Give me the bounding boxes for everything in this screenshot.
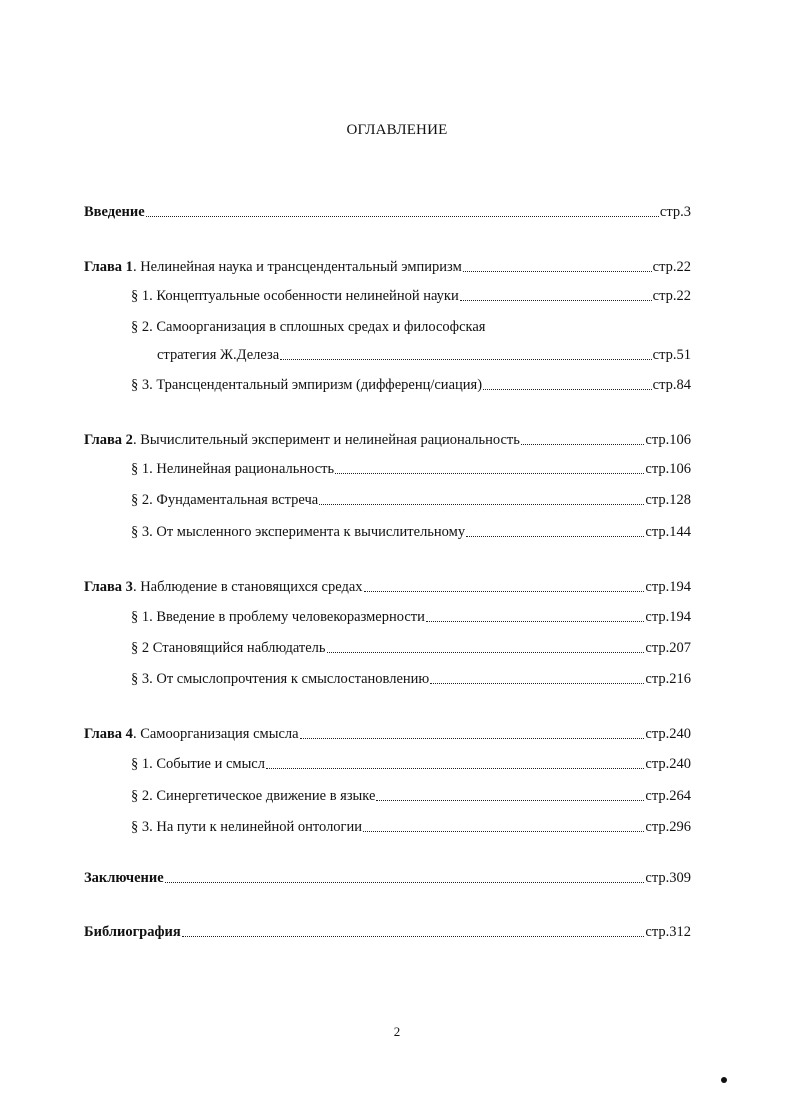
dot-leader: [463, 270, 652, 272]
toc-page-ref: стр.194: [645, 609, 691, 625]
dot-leader: [364, 590, 645, 592]
toc-entry-section[interactable]: [131, 491, 691, 509]
toc-entry-section[interactable]: [131, 755, 691, 773]
toc-entry-label: . Наблюдение в становящихся средах: [132, 579, 363, 595]
toc-entry-chapter-2[interactable]: [84, 431, 691, 449]
dot-leader: [460, 299, 652, 301]
toc-entry-section-continued[interactable]: [157, 346, 691, 364]
dot-leader: [327, 651, 645, 653]
toc-entry-label: § 3. На пути к нелинейной онтологии: [131, 819, 363, 835]
toc-entry-label: Библиография: [84, 924, 181, 940]
toc-entry-section[interactable]: [131, 376, 691, 394]
toc-entry-label: § 1. Введение в проблему человекоразмерности: [131, 609, 425, 625]
scan-speck: [721, 1077, 727, 1083]
toc-page-ref: стр.309: [645, 870, 691, 886]
toc-entry-label: § 2. Самоорганизация в сплошных средах и философская: [131, 319, 486, 335]
toc-page-ref: стр.128: [645, 492, 691, 508]
toc-page-ref: стр.106: [645, 432, 691, 448]
chapter-prefix: Глава 2: [84, 432, 133, 448]
toc-entry-label: . Самоорганизация смысла: [132, 726, 299, 742]
toc-entry-label: § 2. Синергетическое движение в языке: [131, 788, 376, 804]
dot-leader: [266, 767, 644, 769]
toc-page-ref: стр.22: [652, 288, 691, 304]
dot-leader: [280, 358, 652, 360]
toc-page-ref: стр.3: [659, 204, 691, 220]
dot-leader: [430, 682, 644, 684]
dot-leader: [146, 215, 659, 217]
dot-leader: [319, 503, 644, 505]
page-title: ОГЛАВЛЕНИЕ: [346, 122, 448, 138]
toc-page-ref: стр.194: [645, 579, 691, 595]
dot-leader: [363, 830, 644, 832]
toc-page-ref: стр.296: [645, 819, 691, 835]
toc-page-ref: стр.106: [645, 461, 691, 477]
toc-entry-label: Введение: [84, 204, 145, 220]
toc-entry-section[interactable]: [131, 787, 691, 805]
dot-leader: [376, 799, 644, 801]
toc-entry-label: стратегия Ж.Делеза: [157, 347, 280, 363]
toc-entry-label: § 3. Трансцендентальный эмпиризм (дифференц/сиация): [131, 377, 483, 393]
toc-entry-chapter-3[interactable]: [84, 578, 691, 596]
dot-leader: [483, 388, 652, 390]
dot-leader: [521, 443, 645, 445]
toc-page-ref: стр.240: [645, 726, 691, 742]
toc-entry-label: § 1. Событие и смысл: [131, 756, 265, 772]
toc-entry-chapter-4[interactable]: [84, 725, 691, 743]
toc-entry-section[interactable]: [131, 460, 691, 478]
toc-entry-label: § 2. Фундаментальная встреча: [131, 492, 319, 508]
chapter-prefix: Глава 4: [84, 726, 133, 742]
toc-page-ref: стр.144: [645, 524, 691, 540]
toc-page-ref: стр.84: [652, 377, 691, 393]
toc-page-ref: стр.264: [645, 788, 691, 804]
toc-entry-section[interactable]: [131, 639, 691, 657]
toc-entry-label: . Вычислительный эксперимент и нелинейная рациональность: [132, 432, 520, 448]
dot-leader: [165, 881, 645, 883]
toc-entry-chapter-1[interactable]: [84, 258, 691, 276]
toc-entry-section[interactable]: [131, 818, 691, 836]
toc-entry-label: § 3. От мысленного эксперимента к вычислительному: [131, 524, 466, 540]
toc-entry-label: Заключение: [84, 870, 164, 886]
dot-leader: [335, 472, 644, 474]
toc-entry-bibliography[interactable]: [84, 923, 691, 941]
page-number: 2: [393, 1024, 401, 1039]
toc-entry-label: § 1. Нелинейная рациональность: [131, 461, 335, 477]
toc-entry-section[interactable]: [131, 608, 691, 626]
toc-entry-section[interactable]: [131, 287, 691, 305]
toc-page-ref: стр.312: [645, 924, 691, 940]
toc-entry-label: § 3. От смыслопрочтения к смыслостановлению: [131, 671, 430, 687]
chapter-prefix: Глава 1: [84, 259, 133, 275]
dot-leader: [182, 935, 645, 937]
toc-entry-introduction[interactable]: [84, 203, 691, 221]
toc-page-ref: стр.216: [645, 671, 691, 687]
dot-leader: [466, 535, 644, 537]
toc-entry-section[interactable]: [131, 670, 691, 688]
chapter-prefix: Глава 3: [84, 579, 133, 595]
dot-leader: [426, 620, 645, 622]
toc-entry-label: . Нелинейная наука и трансцендентальный эмпиризм: [132, 259, 462, 275]
toc-entry-conclusion[interactable]: [84, 869, 691, 887]
toc-entry-label: § 1. Концептуальные особенности нелинейной науки: [131, 288, 459, 304]
toc-entry-section[interactable]: [131, 318, 691, 336]
toc-entry-label: § 2 Становящийся наблюдатель: [131, 640, 326, 656]
toc-page-ref: стр.207: [645, 640, 691, 656]
toc-page-ref: стр.240: [645, 756, 691, 772]
toc-page-ref: стр.51: [652, 347, 691, 363]
dot-leader: [300, 737, 645, 739]
toc-page-ref: стр.22: [652, 259, 691, 275]
toc-entry-section[interactable]: [131, 523, 691, 541]
